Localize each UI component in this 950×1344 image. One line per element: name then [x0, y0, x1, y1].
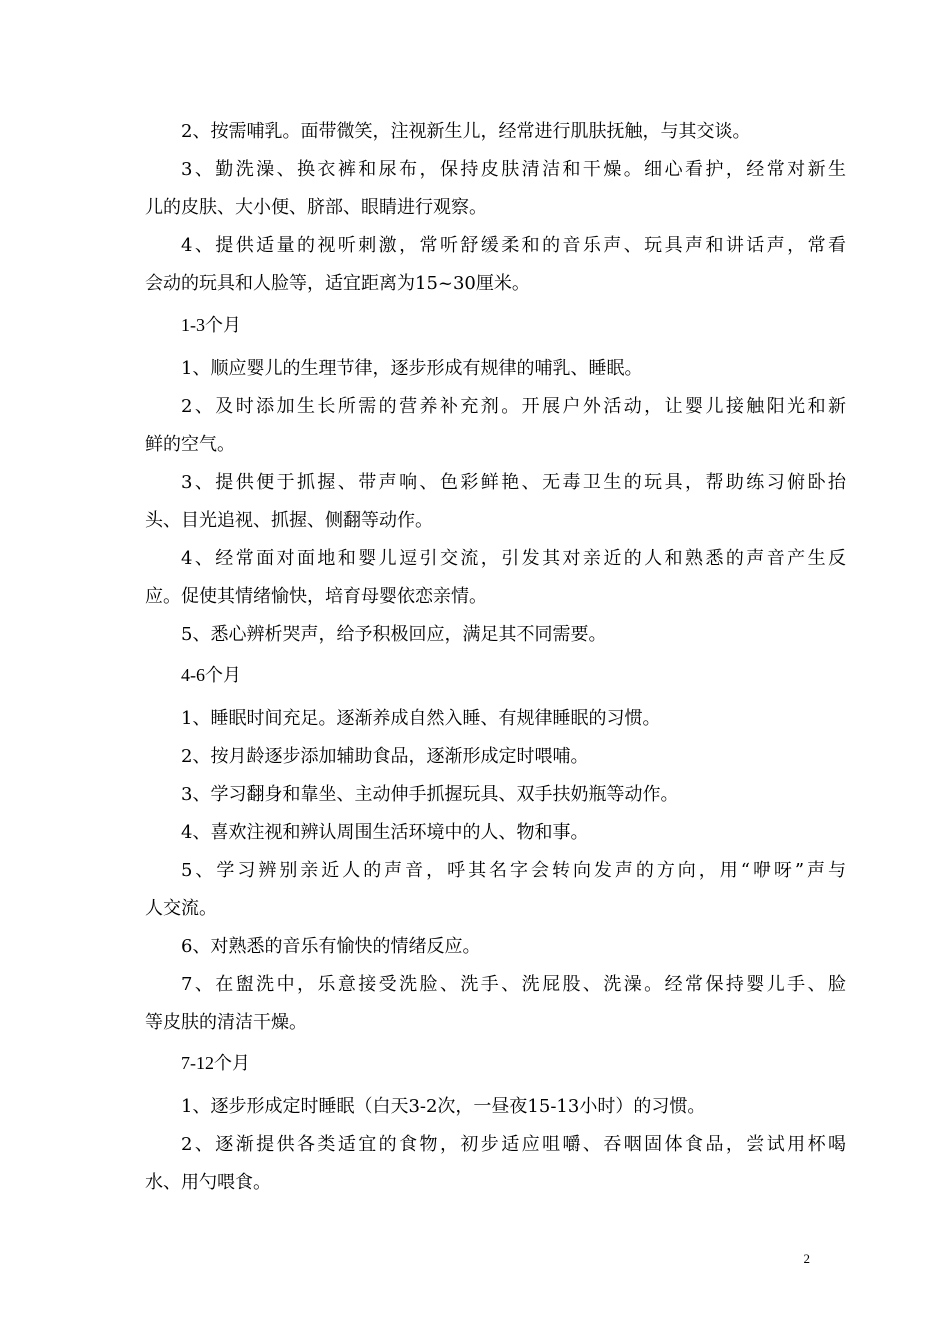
paragraph-line: 7、在盥洗中，乐意接受洗脸、洗手、洗屁股、洗澡。经常保持婴儿手、脸: [181, 974, 846, 995]
paragraph-line: 4、喜欢注视和辨认周围生活环境中的人、物和事。: [181, 822, 589, 843]
paragraph-line: 3、勤洗澡、换衣裤和尿布，保持皮肤清洁和干燥。细心看护，经常对新生: [181, 159, 846, 180]
paragraph-line: 5、悉心辨析哭声，给予积极回应，满足其不同需要。: [181, 624, 607, 645]
paragraph-line: 2、逐渐提供各类适宜的食物，初步适应咀嚼、吞咽固体食品，尝试用杯喝: [181, 1134, 846, 1155]
paragraph-line: 鲜的空气。: [145, 434, 235, 455]
paragraph-line: 4、提供适量的视听刺激，常听舒缓柔和的音乐声、玩具声和讲话声，常看: [181, 235, 846, 256]
paragraph-line: 会动的玩具和人脸等，适宜距离为15~30厘米。: [145, 273, 530, 294]
paragraph-line: 1、逐步形成定时睡眠（白天3-2次，一昼夜15-13小时）的习惯。: [181, 1096, 706, 1117]
section-heading: 4-6个月: [181, 665, 241, 685]
paragraph-line: 2、及时添加生长所需的营养补充剂。开展户外活动，让婴儿接触阳光和新: [181, 396, 846, 417]
paragraph-line: 应。促使其情绪愉快，培育母婴依恋亲情。: [145, 586, 487, 607]
paragraph-line: 6、对熟悉的音乐有愉快的情绪反应。: [181, 936, 481, 957]
paragraph-line: 4、经常面对面地和婴儿逗引交流，引发其对亲近的人和熟悉的声音产生反: [181, 548, 846, 569]
paragraph-line: 人交流。: [145, 898, 217, 919]
paragraph-line: 2、按月龄逐步添加辅助食品，逐渐形成定时喂哺。: [181, 746, 589, 767]
paragraph-line: 1、顺应婴儿的生理节律，逐步形成有规律的哺乳、睡眠。: [181, 358, 643, 379]
section-heading: 7-12个月: [181, 1053, 250, 1073]
paragraph-line: 2、按需哺乳。面带微笑，注视新生儿，经常进行肌肤抚触，与其交谈。: [181, 121, 751, 142]
paragraph-line: 5、学习辨别亲近人的声音，呼其名字会转向发声的方向，用“咿呀”声与: [181, 860, 846, 881]
paragraph-line: 3、学习翻身和靠坐、主动伸手抓握玩具、双手扶奶瓶等动作。: [181, 784, 679, 805]
paragraph-line: 头、目光追视、抓握、侧翻等动作。: [145, 510, 433, 531]
paragraph-line: 等皮肤的清洁干燥。: [145, 1012, 307, 1033]
section-heading: 1-3个月: [181, 315, 241, 335]
paragraph-line: 1、睡眠时间充足。逐渐养成自然入睡、有规律睡眠的习惯。: [181, 708, 661, 729]
paragraph-line: 水、用勺喂食。: [145, 1172, 271, 1193]
paragraph-line: 3、提供便于抓握、带声响、色彩鲜艳、无毒卫生的玩具，帮助练习俯卧抬: [181, 472, 846, 493]
paragraph-line: 儿的皮肤、大小便、脐部、眼睛进行观察。: [145, 197, 487, 218]
page-number: 2: [803, 1251, 810, 1266]
